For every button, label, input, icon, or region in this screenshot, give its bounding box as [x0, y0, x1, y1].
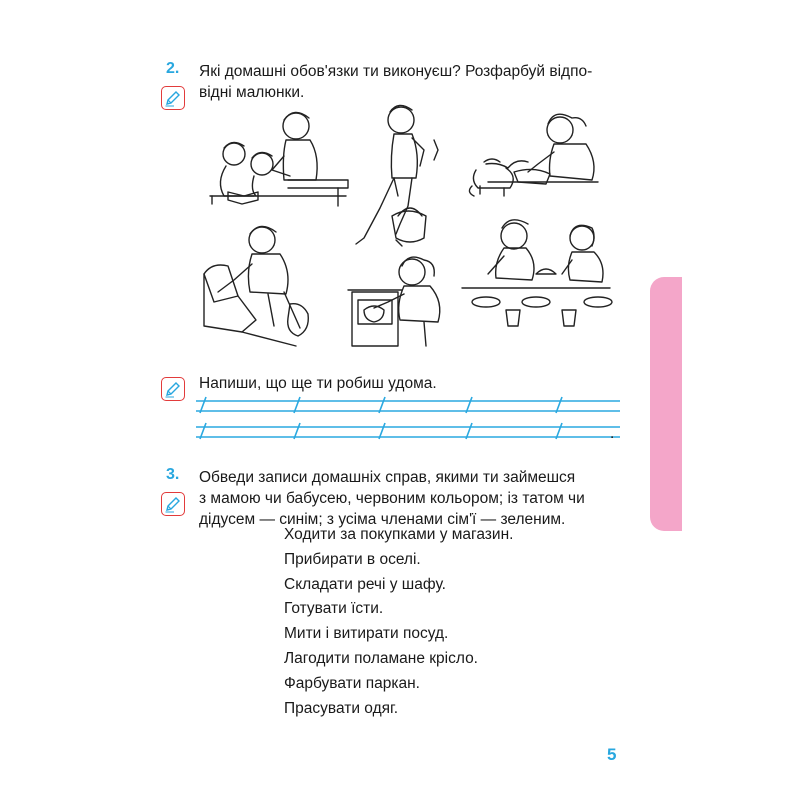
- illustration-homework: [210, 112, 348, 206]
- task-3-text-line-3: дідусем — синім; з усіма членами сім'ї — зеленим.: [199, 511, 566, 528]
- illustration-feeding-cat: [469, 114, 598, 196]
- chore-item[interactable]: Прасувати одяг.: [284, 700, 399, 717]
- pencil-icon: [161, 377, 185, 401]
- writing-lines[interactable]: [196, 395, 622, 445]
- section-tab: [650, 277, 682, 531]
- chore-item[interactable]: Мити і витирати посуд.: [284, 625, 449, 642]
- pencil-icon: [161, 492, 185, 516]
- chores-illustrations: [198, 96, 618, 356]
- pencil-icon: [161, 86, 185, 110]
- task-3-text-line-1: Обведи записи домашніх справ, якими ти займешся: [199, 469, 576, 486]
- illustration-shopping: [356, 105, 438, 246]
- chore-item[interactable]: Лагодити поламане крісло.: [284, 650, 478, 667]
- illustration-dishes: [348, 257, 440, 346]
- chore-item[interactable]: Складати речі у шафу.: [284, 576, 446, 593]
- chore-item[interactable]: Ходити за покупками у магазин.: [284, 526, 514, 543]
- chore-item[interactable]: Готувати їсти.: [284, 600, 384, 617]
- task-2-text-line-1: Які домашні обов'язки ти виконуєш? Розфарбуй відпо-: [199, 63, 593, 80]
- illustration-table: [462, 220, 612, 326]
- writing-end-dot: .: [610, 425, 615, 442]
- chore-item[interactable]: Прибирати в оселі.: [284, 551, 421, 568]
- write-prompt: Напиши, що ще ти робиш удома.: [199, 375, 437, 392]
- illustration-cleaning: [204, 226, 308, 346]
- task-3-number: 3.: [166, 466, 180, 483]
- task-2-number: 2.: [166, 60, 180, 77]
- task-2-text-line-2: відні малюнки.: [199, 84, 305, 101]
- task-3-text-line-2: з мамою чи бабусею, червоним кольором; із татом чи: [199, 490, 585, 507]
- page-number: 5: [607, 745, 617, 764]
- chore-item[interactable]: Фарбувати паркан.: [284, 675, 420, 692]
